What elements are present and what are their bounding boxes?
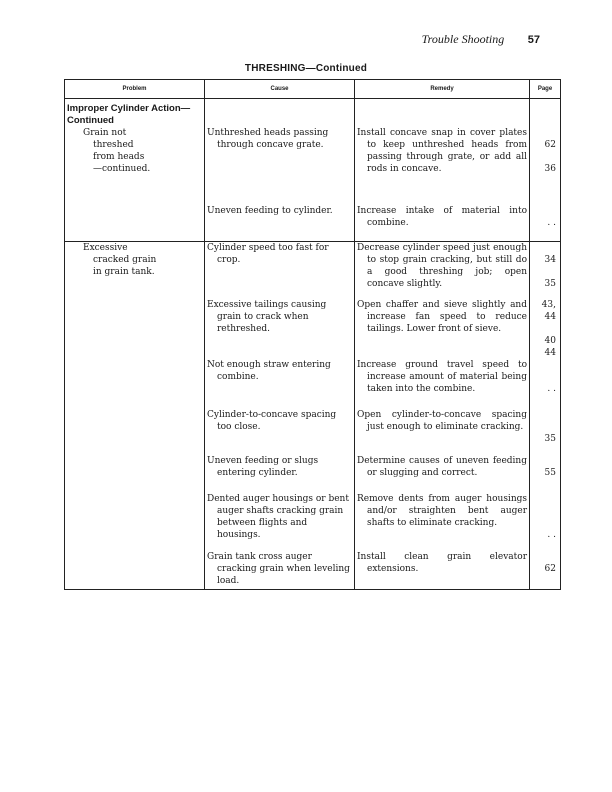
page-ref: . . bbox=[547, 218, 556, 228]
problem-line: from heads bbox=[93, 152, 145, 162]
problem-line: threshed bbox=[93, 140, 134, 150]
trouble-shooting-table bbox=[64, 79, 561, 590]
column-header-page: Page bbox=[530, 80, 561, 99]
problem-line: Excessive bbox=[83, 242, 128, 253]
table-row bbox=[65, 127, 561, 205]
cause-cell bbox=[205, 551, 355, 589]
table-header-row bbox=[65, 80, 561, 99]
page-cell bbox=[530, 493, 561, 551]
problem-cell bbox=[65, 127, 205, 205]
group-heading-row bbox=[65, 99, 561, 128]
cause-cell bbox=[205, 205, 355, 241]
remedy-cell bbox=[355, 241, 530, 299]
remedy-cell bbox=[355, 359, 530, 409]
page-ref: 35 bbox=[544, 278, 556, 289]
table-row bbox=[65, 551, 561, 589]
page-ref: 44 bbox=[544, 348, 556, 358]
remedy-text: Install concave snap in cover plates to keep unthreshed heads from passing through grate, or add all rods in concave. bbox=[357, 128, 527, 174]
remedy-text: Determine causes of uneven feeding or slugging and correct. bbox=[357, 456, 527, 478]
cause-cell bbox=[205, 409, 355, 455]
table-row bbox=[65, 299, 561, 359]
cause-cell bbox=[205, 127, 355, 205]
remedy-text: Increase ground travel speed to increase amount of material being taken into the combine. bbox=[357, 360, 527, 394]
cause-text: Grain tank cross auger cracking grain when leveling load. bbox=[207, 552, 350, 586]
page-ref: 55 bbox=[544, 468, 556, 478]
table-row bbox=[65, 205, 561, 241]
cause-text: Not enough straw entering combine. bbox=[207, 360, 331, 382]
problem-grain-not-threshed bbox=[65, 127, 204, 175]
group-heading bbox=[65, 99, 204, 127]
page-cell bbox=[530, 409, 561, 455]
table-row bbox=[65, 409, 561, 455]
cause-cell bbox=[205, 455, 355, 493]
remedy-cell bbox=[355, 409, 530, 455]
page-cell bbox=[530, 127, 561, 205]
remedy-cell bbox=[355, 127, 530, 205]
table-row bbox=[65, 455, 561, 493]
page-ref: 35 bbox=[544, 434, 556, 444]
page-cell bbox=[530, 241, 561, 299]
running-title: Trouble Shooting bbox=[421, 32, 505, 46]
cause-text: Cylinder-to-concave spacing too close. bbox=[207, 410, 337, 432]
table-row bbox=[65, 493, 561, 551]
cause-text: Unthreshed heads passing through concave grate. bbox=[207, 128, 329, 150]
column-header-cause: Cause bbox=[205, 80, 355, 99]
problem-line: cracked grain bbox=[93, 254, 157, 265]
page-ref: . . bbox=[547, 384, 556, 394]
page-cell bbox=[530, 455, 561, 493]
cause-cell bbox=[205, 359, 355, 409]
remedy-cell bbox=[355, 205, 530, 241]
group-heading-cell bbox=[65, 99, 205, 128]
page-header bbox=[0, 32, 540, 47]
column-header-remedy: Remedy bbox=[355, 80, 530, 99]
cause-text: Cylinder speed too fast for crop. bbox=[207, 242, 329, 265]
problem-line: Grain not bbox=[83, 128, 127, 138]
page-number: 57 bbox=[527, 34, 540, 46]
remedy-text: Remove dents from auger housings and/or straighten bent auger shafts to eliminate cracking. bbox=[357, 494, 527, 528]
page-ref: 62 bbox=[544, 140, 556, 150]
problem-excessive-cracked-grain bbox=[65, 242, 204, 278]
table-row bbox=[65, 241, 561, 299]
remedy-cell bbox=[355, 455, 530, 493]
remedy-text: Open cylinder-to-concave spacing just enough to eliminate cracking. bbox=[357, 410, 527, 432]
group-heading-line: Continued bbox=[67, 115, 114, 126]
page-ref: 62 bbox=[544, 564, 556, 574]
cause-text: Excessive tailings causing grain to crack when rethreshed. bbox=[207, 300, 327, 334]
remedy-cell bbox=[355, 299, 530, 359]
table-row bbox=[65, 359, 561, 409]
remedy-cell bbox=[355, 551, 530, 589]
cause-cell bbox=[205, 241, 355, 299]
page-cell bbox=[530, 359, 561, 409]
problem-line: in grain tank. bbox=[93, 266, 155, 277]
page-ref: 40 bbox=[544, 336, 556, 346]
remedy-cell bbox=[355, 493, 530, 551]
problem-line: —continued. bbox=[93, 164, 151, 174]
problem-cell bbox=[65, 241, 205, 299]
page-ref: 43, 44 bbox=[541, 300, 556, 322]
remedy-text: Open chaffer and sieve slightly and increase fan speed to reduce tailings. Lower front of sieve. bbox=[357, 300, 527, 334]
remedy-text: Increase intake of material into combine. bbox=[357, 206, 527, 228]
cause-text: Dented auger housings or bent auger shafts cracking grain between flights and housings. bbox=[207, 494, 349, 540]
page-cell bbox=[530, 299, 561, 359]
cause-cell bbox=[205, 299, 355, 359]
page-ref: . . bbox=[547, 530, 556, 540]
page-cell bbox=[530, 551, 561, 589]
page-cell bbox=[530, 205, 561, 241]
page-ref: 36 bbox=[544, 164, 556, 174]
remedy-text: Decrease cylinder speed just enough to stop grain cracking, but still do a good threshing job; open concave slightly. bbox=[357, 242, 527, 289]
column-header-problem: Problem bbox=[65, 80, 205, 99]
cause-text: Uneven feeding or slugs entering cylinder. bbox=[207, 456, 319, 478]
remedy-text: Install clean grain elevator extensions. bbox=[357, 552, 527, 574]
group-heading-line: Improper Cylinder Action— bbox=[67, 103, 191, 114]
cause-cell bbox=[205, 493, 355, 551]
page-ref: 34 bbox=[544, 254, 556, 265]
cause-text: Uneven feeding to cylinder. bbox=[207, 206, 333, 216]
section-title: THRESHING—Continued bbox=[244, 63, 368, 74]
